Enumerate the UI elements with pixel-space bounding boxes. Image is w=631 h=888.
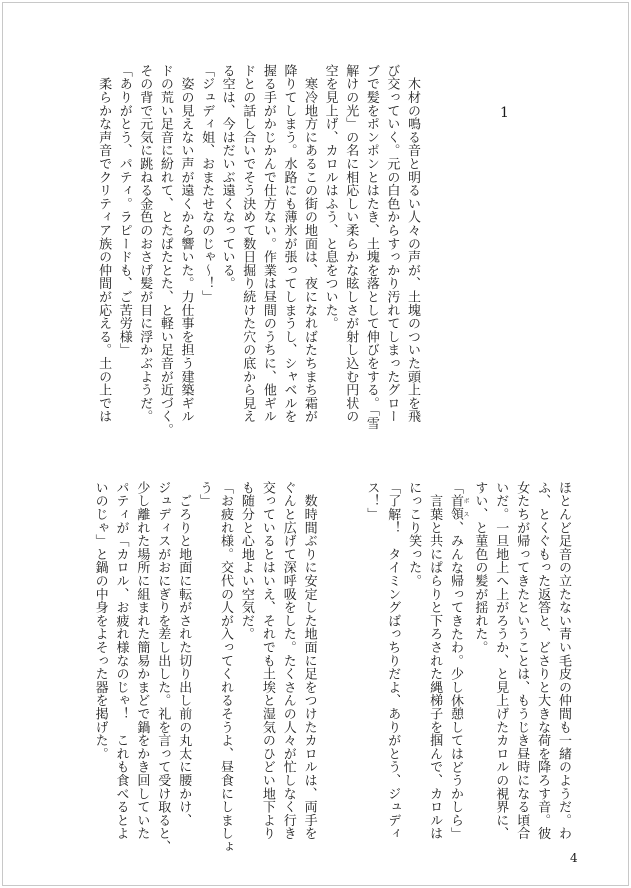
text-line: 姿の見えない声が遠くから響いた。力仕事を担う建築ギル: [178, 64, 194, 424]
text-line: ス！」: [364, 481, 380, 521]
text-line: び交っていく。元の白色からすっかり汚れてしまったグロー: [384, 64, 400, 424]
text-segment: 、みんな帰ってきたわ。少し休憩してはどうかしら」: [447, 520, 463, 841]
text-line: にっこり笑った。: [406, 481, 422, 588]
text-group: [468, 481, 573, 853]
text-line: ドとの話し合いでそう決めて数日掘り続けた穴の底から見え: [240, 64, 256, 424]
text-line: すい、と菫色の髪が揺れた。: [472, 481, 488, 654]
text-line: その背で元気に跳ねる金色のおさげ髪が目に浮かぶようだ。: [137, 64, 153, 424]
text-line: ドの荒い足音に紛れて、とたぱたとた、と軽い足音が近づく。: [157, 64, 173, 437]
text-line: 「お疲れ様。交代の人が入ってくれるそうよ、昼食にしましょ: [218, 481, 233, 854]
ruby-word: [447, 494, 469, 521]
text-segment: 「: [447, 481, 463, 495]
text-line: 握る手がかじかんで仕方ない。作業は昼間のうちに、他ギル: [260, 64, 276, 424]
text-line: 言葉と共にぱらりと下ろされた縄梯子を掴んで、カロルは: [427, 481, 443, 841]
text-line: 「ありがとう、パティ。ラピードも、ご苦労様」: [116, 64, 132, 357]
text-line: 木材の鳴る音と明るい人々の声が、土塊のついた頭上を飛: [405, 64, 420, 424]
text-line: いだ。一旦地上へ上がろうか、と見上げたカロルの視界に、: [493, 481, 509, 841]
text-line: 「了解！ タイミングばっちりだよ、ありがとう、ジュディ: [385, 481, 401, 841]
text-line: 交っているとはいえ、それでも土埃と湿気のひどい地下より: [259, 481, 275, 841]
blank-line: [340, 481, 361, 853]
text-line: 少し離れた場所に組まれた簡易かまどで鍋をかき回していた: [134, 481, 150, 841]
text-line: も随分と心地よい空気だ。: [238, 481, 254, 641]
bottom-text-block: [89, 481, 573, 853]
text-line: 数時間ぶりに安定した地面に足をつけたカロルは、両手を: [301, 481, 317, 841]
text-line: 柔らかな声音でクリティア族の仲間が応える。土の上では: [96, 64, 112, 424]
blank-line: [319, 481, 340, 853]
text-line: 降りてしまう。水路にも薄氷が張ってしまうし、シャベルを: [281, 64, 297, 424]
text-line: る空は、今はだいぶ遠くなっている。: [219, 64, 235, 291]
text-line: う」: [197, 481, 213, 508]
ruby-base: 首領: [447, 494, 463, 521]
text-group: [360, 481, 444, 853]
text-line: [444, 481, 468, 853]
text-line: ごろりと地面に転がされた切り出し前の丸太に腰かけ、: [176, 481, 192, 827]
text-line: いのじゃ」と鍋の中身をよそった器を掲げた。: [92, 481, 108, 761]
top-text-block: [93, 64, 423, 436]
document-page: [2, 2, 629, 886]
text-line: 空を見上げ、カロルはふう、と息をついた。: [322, 64, 338, 330]
text-line: 寒冷地方にあるこの街の地面は、夜になればたちまち霜が: [302, 64, 318, 424]
text-line: 「ジュディ姐、おまたせなのじゃ〜！」: [199, 64, 215, 304]
text-line: ほとんど足音の立たない青い毛皮の仲間も一緒のようだ。わ: [556, 481, 571, 841]
text-group: [89, 481, 319, 853]
text-line: ブで髪をポンポンとはたき、土塊を落として伸びをする。「雪: [363, 64, 379, 430]
text-line: 解けの光」の名に相応しい柔らかな眩しさが射し込む円状の: [343, 64, 359, 424]
page-number: 4: [570, 851, 578, 865]
text-line: ジュディスがおにぎりを差し出した。礼を言って受け取ると、: [155, 481, 171, 854]
text-line: ぐんと広げて深呼吸をした。たくさんの人々が忙しなく行き: [280, 481, 296, 841]
text-line: ふ、とくぐもった返答と、どさりと大きな荷を降ろす音。彼: [535, 481, 551, 841]
ruby-reading: ボス: [461, 494, 469, 521]
chapter-heading: 1: [500, 105, 509, 121]
text-line: パティが「カロル、お疲れ様なのじゃ！ これも食べるとよ: [113, 481, 129, 841]
text-line: 女たちが帰ってきたということは、もうじき昼時になる頃合: [514, 481, 530, 841]
